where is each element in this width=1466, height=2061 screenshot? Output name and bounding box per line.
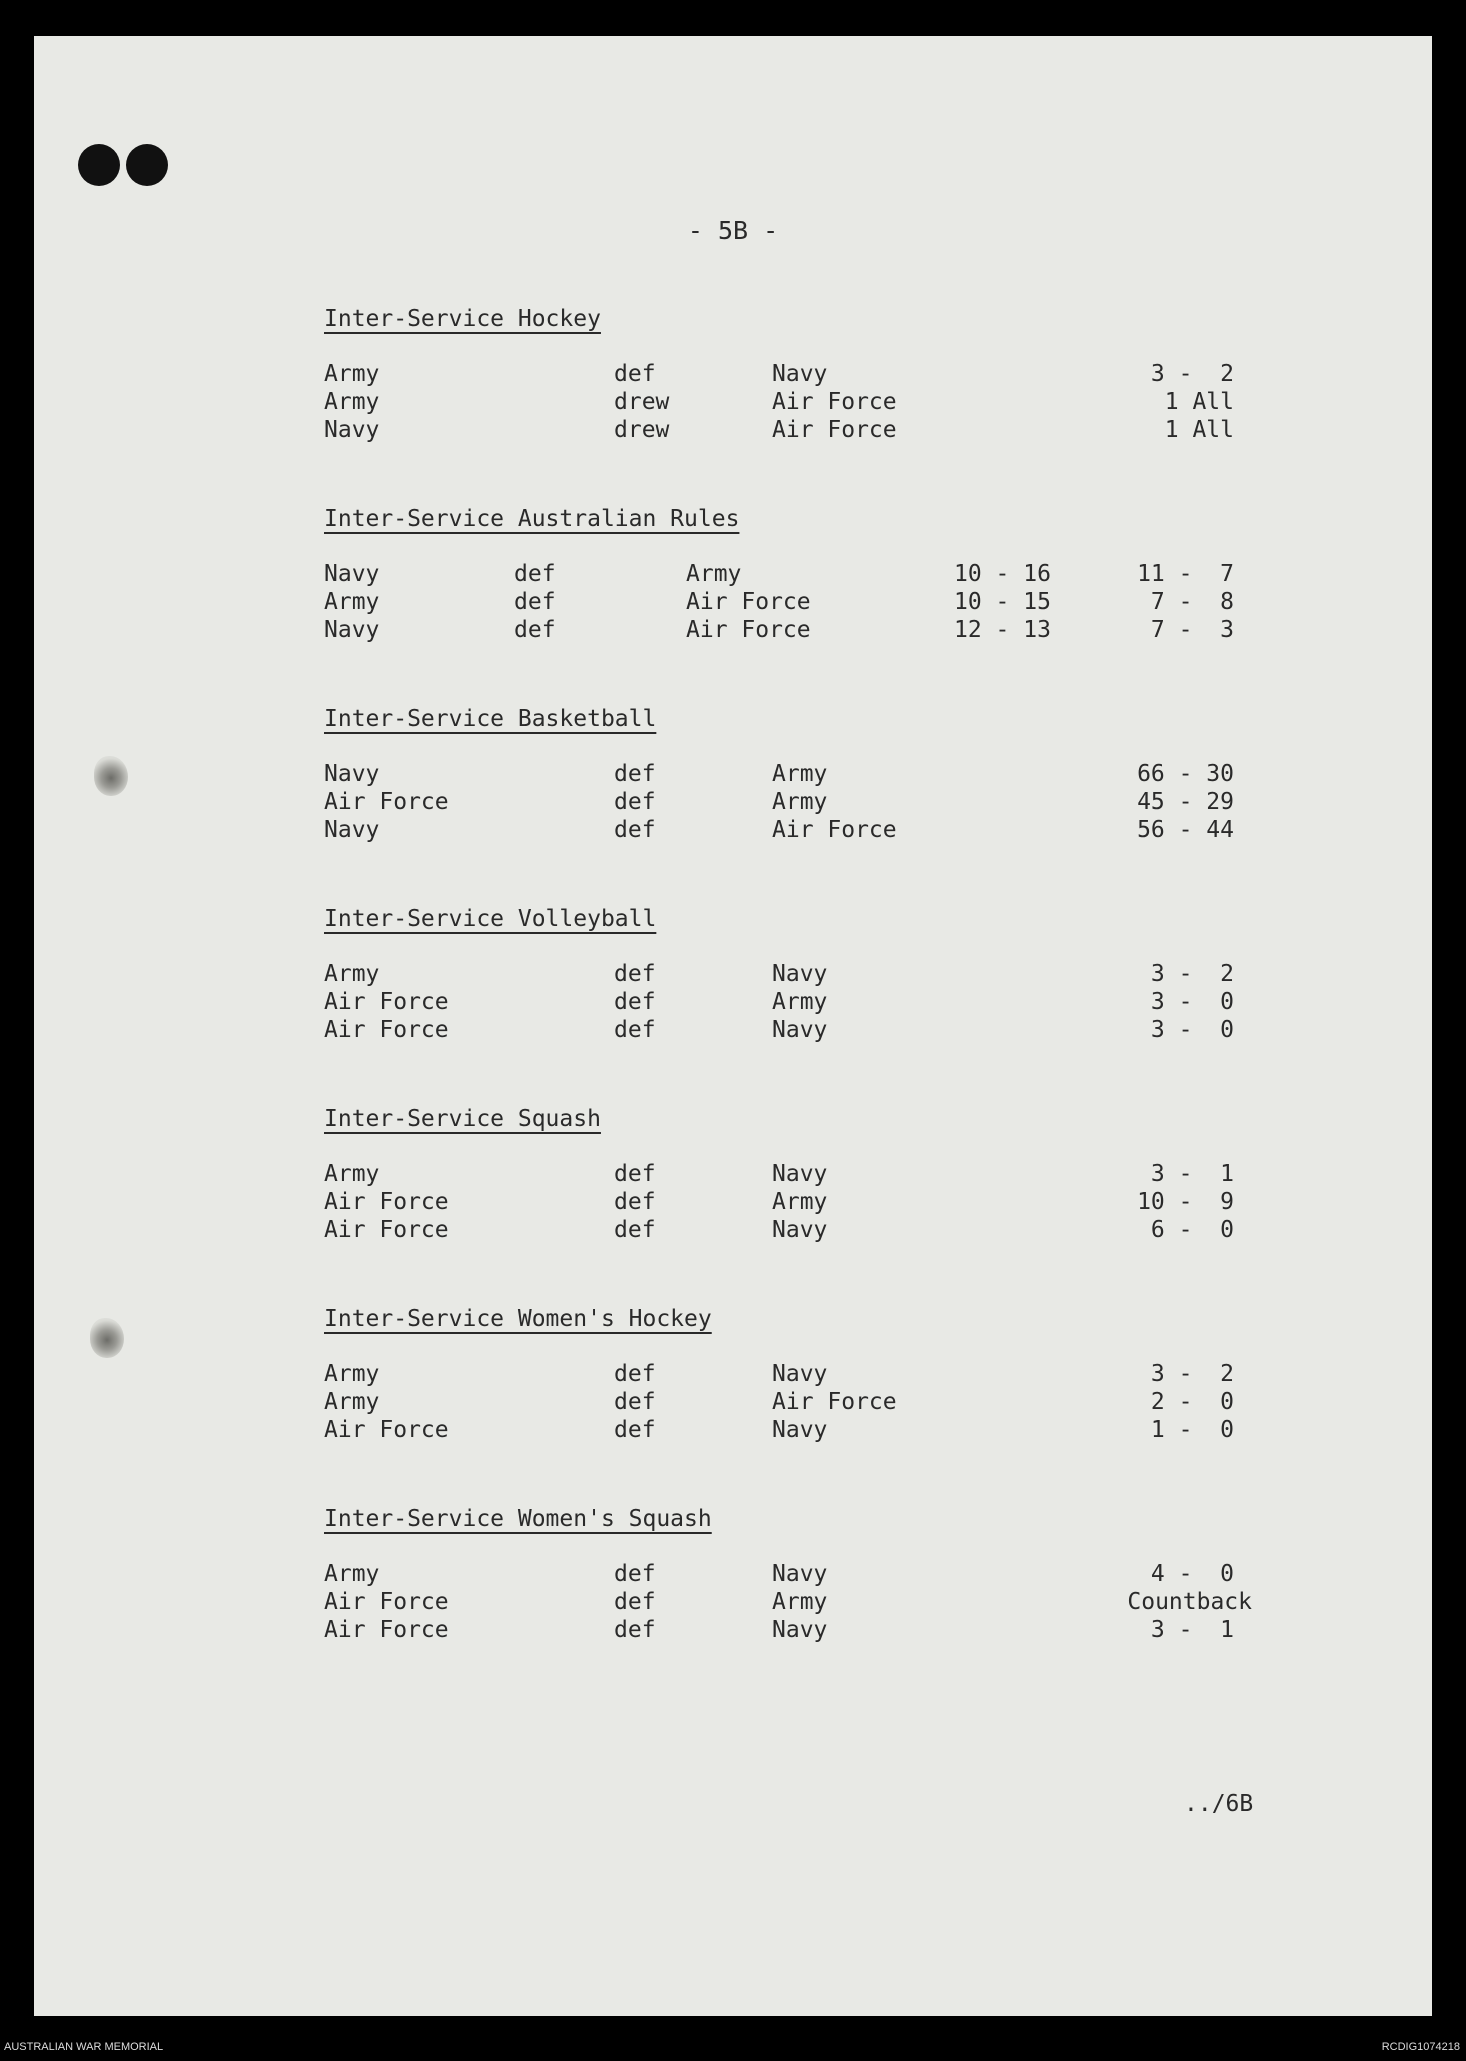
goals: 10 - 16 <box>954 561 1051 587</box>
team2: Air Force <box>772 817 897 843</box>
section-basketball <box>324 704 1324 844</box>
section-heading: Inter-Service Volleyball <box>324 906 657 932</box>
section-womens-squash <box>324 1504 1324 1644</box>
goals: 10 - 15 <box>954 589 1051 615</box>
team1: Army <box>324 361 380 387</box>
result: def <box>614 1189 656 1215</box>
team1: Air Force <box>324 989 449 1015</box>
team1: Air Force <box>324 789 449 815</box>
section-heading: Inter-Service Australian Rules <box>324 506 740 532</box>
result: drew <box>614 389 670 415</box>
team1: Army <box>324 961 380 987</box>
result: def <box>614 761 656 787</box>
team2: Navy <box>772 1161 828 1187</box>
score: 1 All <box>1164 417 1234 443</box>
team2: Army <box>686 561 742 587</box>
result: def <box>514 589 556 615</box>
team2: Air Force <box>772 1389 897 1415</box>
score: 45 - 29 <box>1137 789 1234 815</box>
page-number: - 5B - <box>687 216 779 245</box>
team1: Navy <box>324 561 380 587</box>
section-squash <box>324 1104 1324 1244</box>
team1: Army <box>324 589 380 615</box>
result: def <box>614 1617 656 1643</box>
continuation-marker: ../6B <box>1184 1791 1254 1817</box>
footer-archive-name: AUSTRALIAN WAR MEMORIAL <box>4 2041 164 2053</box>
score: 3 - 0 <box>1150 1017 1234 1043</box>
result-row <box>324 616 1324 644</box>
team1: Navy <box>324 617 380 643</box>
result-row <box>324 1616 1324 1644</box>
result-row <box>324 760 1324 788</box>
result-row <box>324 360 1324 388</box>
section-heading: Inter-Service Women's Squash <box>324 1506 712 1532</box>
team1: Army <box>324 1561 380 1587</box>
result-row <box>324 1188 1324 1216</box>
score: 3 - 1 <box>1150 1617 1234 1643</box>
team1: Army <box>324 1161 380 1187</box>
section-heading: Inter-Service Hockey <box>324 306 601 332</box>
result: drew <box>614 417 670 443</box>
score: 6 - 0 <box>1150 1217 1234 1243</box>
result: def <box>614 961 656 987</box>
team2: Army <box>772 989 828 1015</box>
section-heading: Inter-Service Basketball <box>324 706 657 732</box>
result: def <box>614 817 656 843</box>
result: def <box>614 361 656 387</box>
result-row <box>324 388 1324 416</box>
team1: Air Force <box>324 1189 449 1215</box>
team2: Air Force <box>686 589 811 615</box>
section-hockey <box>324 304 1324 444</box>
result: def <box>614 1589 656 1615</box>
result: def <box>614 1417 656 1443</box>
team1: Air Force <box>324 1417 449 1443</box>
team2: Air Force <box>772 417 897 443</box>
score: 1 All <box>1164 389 1234 415</box>
result: def <box>614 789 656 815</box>
team2: Army <box>772 1589 828 1615</box>
score: 10 - 9 <box>1137 1189 1234 1215</box>
result-row <box>324 1588 1324 1616</box>
team2: Air Force <box>772 389 897 415</box>
score: 66 - 30 <box>1137 761 1234 787</box>
section-heading: Inter-Service Women's Hockey <box>324 1306 712 1332</box>
team1: Air Force <box>324 1617 449 1643</box>
score: 3 - 2 <box>1150 961 1234 987</box>
score: 1 - 0 <box>1150 1417 1234 1443</box>
score: 7 - 3 <box>1150 617 1234 643</box>
team2: Army <box>772 789 828 815</box>
team1: Air Force <box>324 1589 449 1615</box>
team2: Army <box>772 761 828 787</box>
team1: Army <box>324 389 380 415</box>
result-row <box>324 416 1324 444</box>
result: def <box>614 1017 656 1043</box>
result-row <box>324 1160 1324 1188</box>
result: def <box>614 989 656 1015</box>
result: def <box>514 617 556 643</box>
team2: Air Force <box>686 617 811 643</box>
team1: Navy <box>324 761 380 787</box>
team1: Army <box>324 1361 380 1387</box>
team1: Navy <box>324 817 380 843</box>
result-row <box>324 1016 1324 1044</box>
score: Countback <box>1127 1589 1252 1615</box>
result-row <box>324 560 1324 588</box>
team2: Navy <box>772 1361 828 1387</box>
torn-hole <box>94 756 128 796</box>
score: 3 - 1 <box>1150 1161 1234 1187</box>
result-row <box>324 816 1324 844</box>
result: def <box>514 561 556 587</box>
punch-hole <box>78 144 120 186</box>
torn-hole <box>90 1318 124 1358</box>
score: 2 - 0 <box>1150 1389 1234 1415</box>
score: 56 - 44 <box>1137 817 1234 843</box>
team2: Army <box>772 1189 828 1215</box>
team2: Navy <box>772 1561 828 1587</box>
section-australian-rules <box>324 504 1324 644</box>
team1: Air Force <box>324 1017 449 1043</box>
team1: Army <box>324 1389 380 1415</box>
result-row <box>324 588 1324 616</box>
result-row <box>324 1360 1324 1388</box>
result: def <box>614 1361 656 1387</box>
result-row <box>324 988 1324 1016</box>
document-page <box>34 36 1432 2016</box>
result-row <box>324 788 1324 816</box>
score: 3 - 2 <box>1150 361 1234 387</box>
result-row <box>324 1560 1324 1588</box>
score: 4 - 0 <box>1150 1561 1234 1587</box>
goals: 12 - 13 <box>954 617 1051 643</box>
team2: Navy <box>772 1617 828 1643</box>
punch-hole <box>126 144 168 186</box>
team1: Air Force <box>324 1217 449 1243</box>
result-row <box>324 1216 1324 1244</box>
result: def <box>614 1217 656 1243</box>
score: 11 - 7 <box>1137 561 1234 587</box>
team2: Navy <box>772 1217 828 1243</box>
section-heading: Inter-Service Squash <box>324 1106 601 1132</box>
result-row <box>324 960 1324 988</box>
team2: Navy <box>772 1417 828 1443</box>
team2: Navy <box>772 361 828 387</box>
section-volleyball <box>324 904 1324 1044</box>
result: def <box>614 1389 656 1415</box>
team2: Navy <box>772 961 828 987</box>
section-womens-hockey <box>324 1304 1324 1444</box>
result: def <box>614 1561 656 1587</box>
team2: Navy <box>772 1017 828 1043</box>
result-row <box>324 1388 1324 1416</box>
score: 7 - 8 <box>1150 589 1234 615</box>
footer-record-id: RCDIG1074218 <box>1381 2041 1460 2053</box>
score: 3 - 0 <box>1150 989 1234 1015</box>
result-row <box>324 1416 1324 1444</box>
team1: Navy <box>324 417 380 443</box>
result: def <box>614 1161 656 1187</box>
score: 3 - 2 <box>1150 1361 1234 1387</box>
